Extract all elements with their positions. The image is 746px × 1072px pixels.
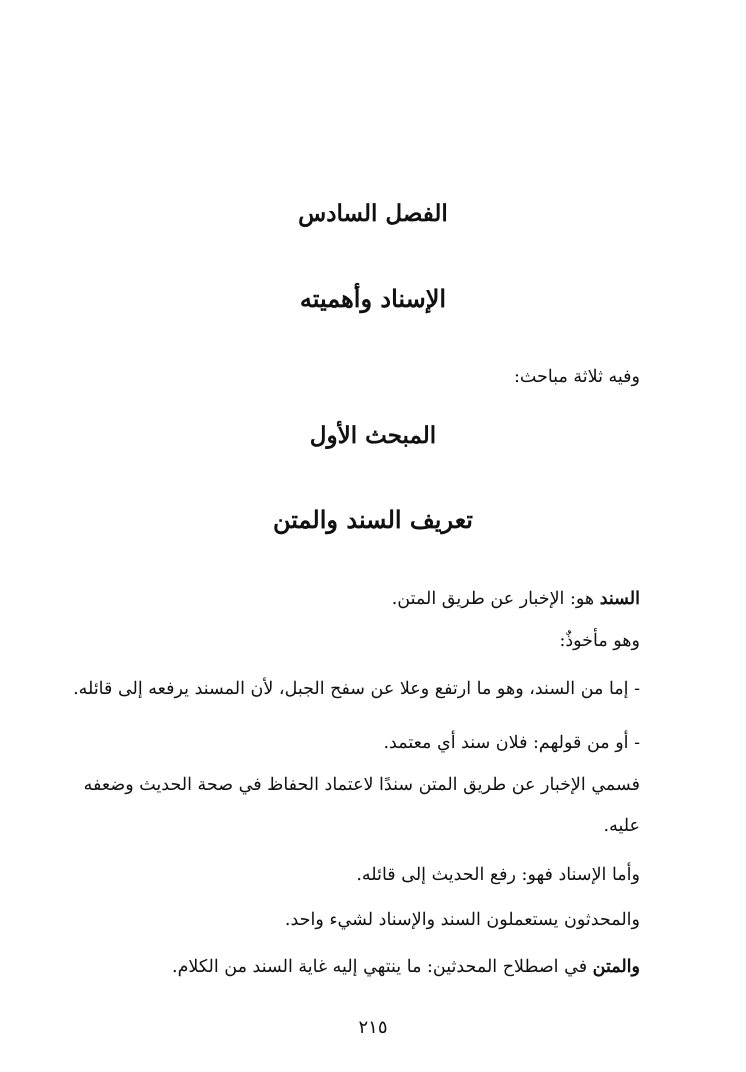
intro-text: وفيه ثلاثة مباحث: <box>513 367 640 387</box>
page-number: ٢١٥ <box>358 1017 388 1038</box>
paragraph-derivation: وهو مأخوذٌ: <box>559 631 640 651</box>
term-isnad: وأما الإسناد <box>558 865 640 885</box>
paragraph-text: فهو: رفع الحديث إلى قائله. <box>356 865 559 885</box>
paragraph-derivation-second: - أو من قولهم: فلان سند أي معتمد. <box>383 733 640 753</box>
paragraph-sanad-definition <box>392 589 640 609</box>
chapter-heading: الفصل السادس <box>298 200 448 227</box>
section-heading: المبحث الأول <box>309 422 437 449</box>
paragraph-derivation-first: - إما من السند، وهو ما ارتفع وعلا عن سفح الجبل، لأن المسند يرفعه إلى قائله. <box>73 679 640 699</box>
paragraph-isnad-definition <box>356 865 640 885</box>
paragraph-matn-definition <box>172 957 640 977</box>
section-title: تعريف السند والمتن <box>273 505 473 534</box>
chapter-title: الإسناد وأهميته <box>299 284 447 313</box>
paragraph-text: هو: الإخبار عن طريق المتن. <box>391 589 600 609</box>
paragraph-naming-reason: فسمي الإخبار عن طريق المتن سندًا لاعتماد الحفاظ في صحة الحديث وضعفه <box>83 775 640 795</box>
paragraph-usage: والمحدثون يستعملون السند والإسناد لشيء واحد. <box>284 910 640 930</box>
term-sanad: السند <box>599 589 640 609</box>
term-matn: والمتن <box>592 957 640 977</box>
paragraph-naming-reason-end: عليه. <box>603 816 640 836</box>
paragraph-text: في اصطلاح المحدثين: ما ينتهي إليه غاية السند من الكلام. <box>172 957 593 977</box>
